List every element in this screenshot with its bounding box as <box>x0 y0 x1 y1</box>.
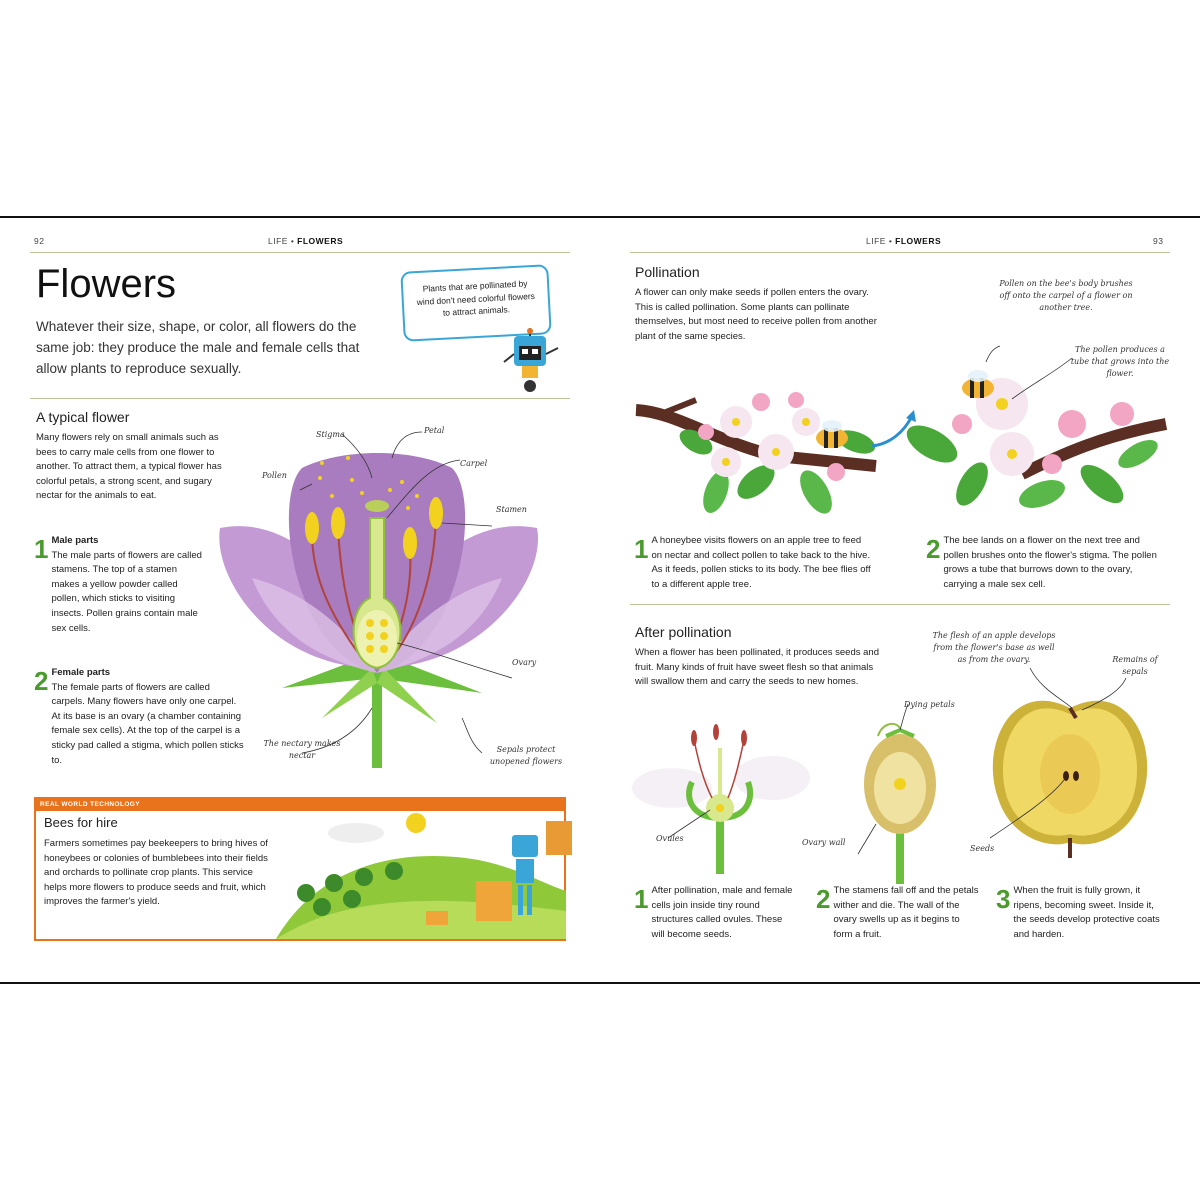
apple-branch-with-bee-right <box>902 344 1168 504</box>
intro-rule <box>30 398 570 399</box>
after-pollination-heading: After pollination <box>635 624 732 640</box>
pollination-step-2 <box>926 534 1162 592</box>
female-parts-text: The female parts of flowers are called carpels. Many flowers have only one carpel. At its base is an ovary (a chamber containing female sex cells). At the top of the carpel is a sticky pad called a stigma, which pollen sticks to. <box>51 681 244 766</box>
step-number: 2 <box>816 884 831 914</box>
label-stigma: Stigma <box>316 430 345 439</box>
bee-icon <box>962 370 994 398</box>
book-spread <box>0 216 1200 984</box>
bee-icon <box>816 420 848 448</box>
bees-box-text: Farmers sometimes pay beekeepers to bring hives of honeybees or colonies of bumblebees into their fields and orchards to pollinate crop plants. This service helps more flowers to produce seeds and fruit, which improves the farmer's yield. <box>44 838 268 908</box>
after-pollination-text: When a flower has been pollinated, it produces seeds and fruit. Many kinds of fruit have sweet flesh so that animals will swallow them and carry the seeds to new homes. <box>635 647 879 688</box>
header-rule-right <box>630 252 1170 253</box>
page-title: Flowers <box>36 262 177 306</box>
label-pollen: Pollen <box>262 471 287 480</box>
apple-branch-with-bee-left <box>636 382 886 522</box>
bees-for-hire-box <box>34 797 566 941</box>
label-sepals: Sepals protect unopened flowers <box>489 745 563 766</box>
anther <box>403 527 417 559</box>
box-tag: REAL WORLD TECHNOLOGY <box>36 799 564 811</box>
after-step-3-text: When the fruit is fully grown, it ripens, becoming sweet. Inside it, the seeds develop protective coats and harden. <box>1013 885 1160 940</box>
label-ovary: Ovary <box>512 658 537 667</box>
label-ovary-wall: Ovary wall <box>802 838 846 847</box>
robot-mascot-icon <box>500 328 560 398</box>
pollination-note-top: Pollen on the bee's body brushes off onto the carpel of a flower on another tree. <box>999 279 1133 312</box>
swelling-ovary-illustration <box>858 724 948 884</box>
male-parts-title: Male parts <box>51 535 99 546</box>
male-parts-text: The male parts of flowers are called stamens. The top of a stamen makes a yellow powder called pollen, which sticks to visiting insects. Pollen grains contain male sex cells. <box>51 549 202 634</box>
pollination-text: A flower can only make seeds if pollen enters the ovary. This is called pollination. Some plants can pollinate themselves, but most need to receive pollen from another plant of the same species. <box>635 287 877 342</box>
step-number: 1 <box>34 534 49 564</box>
label-stamen: Stamen <box>496 505 527 514</box>
anther <box>331 507 345 539</box>
section-rule <box>630 604 1170 605</box>
after-step-1-text: After pollination, male and female cells join inside tiny round structures called ovules. These will become seeds. <box>651 885 793 940</box>
stigma <box>365 500 389 512</box>
right-running-header: LIFE • FLOWERS <box>866 236 942 246</box>
label-seeds: Seeds <box>970 844 995 853</box>
label-petal: Petal <box>424 426 445 435</box>
left-running-header: LIFE • FLOWERS <box>268 236 344 246</box>
step-number: 3 <box>996 884 1011 914</box>
label-flesh: The flesh of an apple develops from the flower's base as well as from the ovary. <box>932 631 1056 664</box>
after-step-1 <box>634 884 794 942</box>
orchard-illustration <box>276 811 566 941</box>
anther <box>305 512 319 544</box>
label-remains-sepals: Remains of sepals <box>1112 655 1158 676</box>
pollination-step-1-text: A honeybee visits flowers on an apple tree to feed on nectar and collect pollen to take back to the hive. As it feeds, pollen sticks to its body. The bee flies off to a different apple tree. <box>651 535 871 590</box>
robot-note-text: Plants that are pollinated by wind don't need colorful flowers to attract animals. <box>416 278 536 318</box>
step-number: 2 <box>926 534 941 564</box>
left-page-number: 92 <box>34 236 45 246</box>
right-page-number: 93 <box>1153 236 1164 246</box>
pollination-note-tube: The pollen produces a tube that grows into the flower. <box>1070 345 1170 378</box>
pollination-step-2-text: The bee lands on a flower on the next tree and pollen brushes onto the flower's stigma. The pollen grows a tube that burrows down to the ovary, carrying a male sex cell. <box>943 535 1157 590</box>
bees-box-heading: Bees for hire <box>44 815 118 830</box>
anther <box>429 497 443 529</box>
after-step-3 <box>996 884 1162 942</box>
label-carpel: Carpel <box>460 459 488 468</box>
pollination-heading: Pollination <box>635 264 700 280</box>
step-number: 1 <box>634 534 649 564</box>
male-parts-step <box>34 534 204 636</box>
label-ovules: Ovules <box>656 834 684 843</box>
step-number: 2 <box>34 666 49 696</box>
after-step-2-text: The stamens fall off and the petals wither and die. The wall of the ovary swells up as it begins to form a fruit. <box>833 885 979 940</box>
pollinated-flower-illustration <box>632 718 812 878</box>
apple-cross-section-illustration <box>990 688 1150 858</box>
intro-text: Whatever their size, shape, or color, all flowers do the same job: they produce the male and female cells that allow plants to reproduce sexually. <box>36 319 360 376</box>
header-rule-left <box>30 252 570 253</box>
typical-flower-heading: A typical flower <box>36 409 130 425</box>
after-step-2 <box>816 884 980 942</box>
pollination-step-1 <box>634 534 874 592</box>
robot-icon <box>512 835 538 857</box>
ovary <box>357 610 397 666</box>
label-nectary: The nectary makes nectar <box>263 739 341 760</box>
label-dying-petals: Dying petals <box>904 700 955 709</box>
female-parts-title: Female parts <box>51 667 111 678</box>
step-number: 1 <box>634 884 649 914</box>
typical-flower-text: Many flowers rely on small animals such as bees to carry male cells from one flower to another. To attract them, a typical flower has colorful petals, a strong scent, and sugary nectar for the animals to eat. <box>36 432 222 502</box>
